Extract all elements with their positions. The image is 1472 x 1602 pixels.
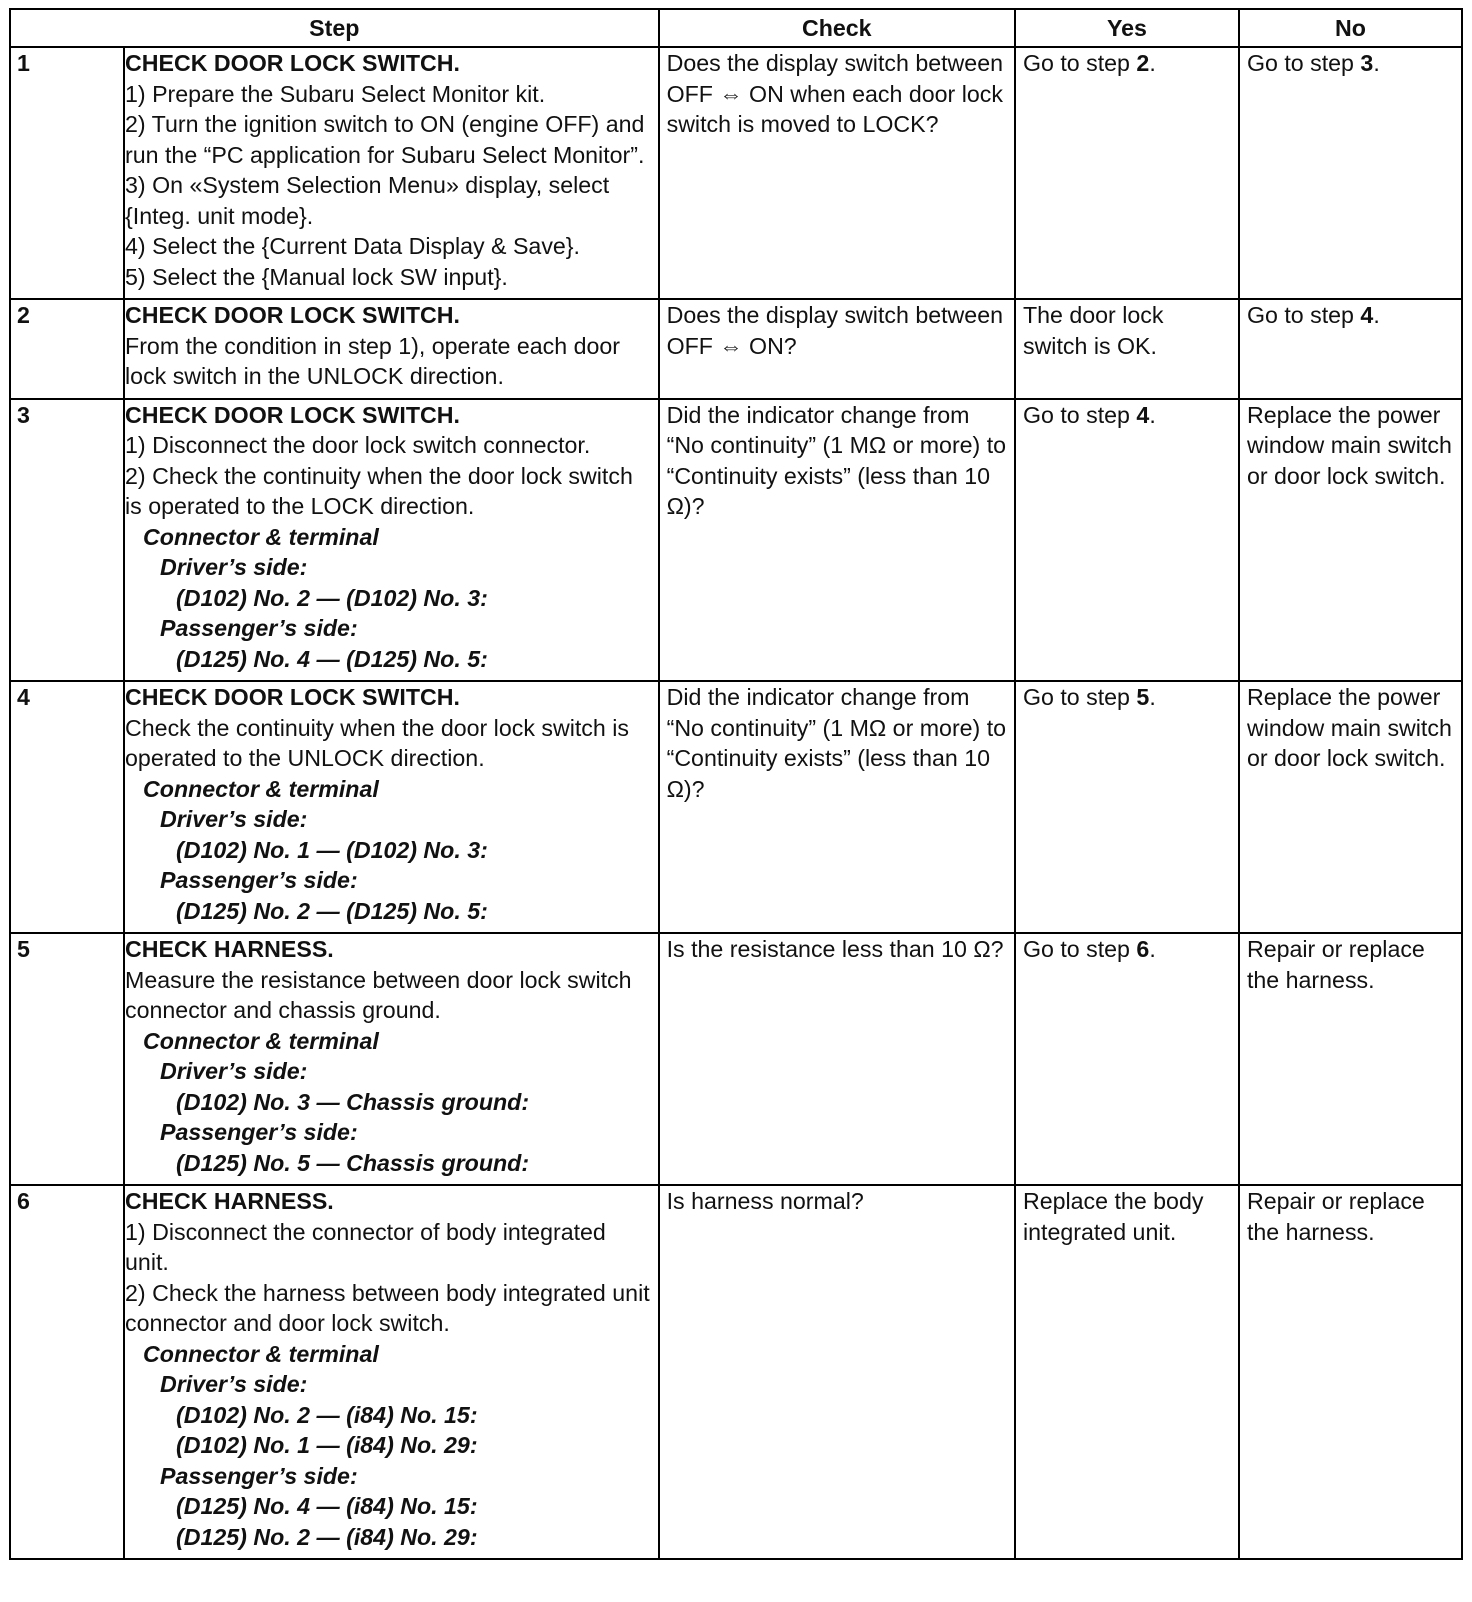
step-description bbox=[124, 1185, 659, 1559]
step-line: 2) Check the harness between body integrated unit connector and door lock switch. bbox=[125, 1279, 650, 1336]
yes-cell bbox=[1015, 681, 1239, 933]
yes-cell: The door lock switch is OK. bbox=[1015, 299, 1239, 399]
table-row bbox=[10, 681, 1462, 933]
check-cell: Did the indicator change from “No continuity” (1 MΩ or more) to “Continuity exists” (less than 10 Ω)? bbox=[659, 681, 1015, 933]
step-line: 1) Disconnect the connector of body integrated unit. bbox=[125, 1218, 606, 1275]
check-cell: Does the display switch between OFF ⇔ ON when each door lock switch is moved to LOCK? bbox=[659, 47, 1015, 299]
passenger-side-label: Passenger’s side: bbox=[160, 867, 358, 893]
no-suffix: . bbox=[1373, 50, 1380, 76]
header-step: Step bbox=[10, 9, 659, 47]
step-line: 2) Turn the ignition switch to ON (engine OFF) and run the “PC application for Subaru Select Monitor”. bbox=[125, 111, 645, 168]
yes-step-ref: 5 bbox=[1136, 684, 1150, 710]
driver-side-label: Driver’s side: bbox=[160, 1371, 308, 1397]
header-yes: Yes bbox=[1015, 9, 1239, 47]
no-cell: Replace the power window main switch or door lock switch. bbox=[1239, 399, 1462, 682]
connector-terminal-label: Connector & terminal bbox=[143, 1340, 379, 1367]
yes-suffix: . bbox=[1149, 684, 1156, 710]
step-line: From the condition in step 1), operate each door lock switch in the UNLOCK direction. bbox=[125, 332, 620, 389]
no-prefix: Go to step bbox=[1246, 50, 1361, 76]
yes-prefix: Go to step bbox=[1022, 936, 1137, 962]
step-line: 3) On «System Selection Menu» display, select {Integ. unit mode}. bbox=[125, 172, 610, 229]
connector-terminal-label: Connector & terminal bbox=[143, 523, 379, 550]
no-suffix: . bbox=[1373, 302, 1380, 328]
terminal-pair: (D102) No. 1 — (D102) No. 3: bbox=[176, 836, 488, 863]
no-cell bbox=[1239, 299, 1462, 399]
step-number: 4 bbox=[10, 681, 124, 933]
terminal-pair: (D125) No. 4 — (D125) No. 5: bbox=[176, 645, 488, 672]
step-description bbox=[124, 299, 659, 399]
yes-cell bbox=[1015, 47, 1239, 299]
step-line: Check the continuity when the door lock switch is operated to the UNLOCK direction. bbox=[125, 714, 629, 771]
connector-terminal-label: Connector & terminal bbox=[143, 1027, 379, 1054]
yes-prefix: Go to step bbox=[1022, 684, 1137, 710]
step-number: 6 bbox=[10, 1185, 124, 1559]
step-line: 5) Select the {Manual lock SW input}. bbox=[125, 263, 508, 290]
step-title: CHECK DOOR LOCK SWITCH. bbox=[125, 401, 460, 428]
step-line: 1) Prepare the Subaru Select Monitor kit. bbox=[125, 80, 546, 107]
step-description bbox=[124, 933, 659, 1185]
driver-side-label: Driver’s side: bbox=[160, 806, 308, 832]
passenger-side-label: Passenger’s side: bbox=[160, 615, 358, 641]
yes-prefix: Go to step bbox=[1022, 50, 1137, 76]
yes-prefix: Go to step bbox=[1022, 401, 1137, 428]
yes-cell: Replace the body integrated unit. bbox=[1015, 1185, 1239, 1559]
step-title: CHECK HARNESS. bbox=[125, 1188, 334, 1214]
step-line: 2) Check the continuity when the door lock switch is operated to the LOCK direction. bbox=[125, 462, 633, 519]
check-cell: Does the display switch between OFF ⇔ ON? bbox=[659, 299, 1015, 399]
connector-terminal-label: Connector & terminal bbox=[143, 775, 379, 802]
terminal-pair: (D125) No. 2 — (i84) No. 29: bbox=[176, 1523, 478, 1550]
table-row bbox=[10, 1185, 1462, 1559]
terminal-pair: (D102) No. 1 — (i84) No. 29: bbox=[176, 1432, 478, 1458]
no-cell bbox=[1239, 47, 1462, 299]
no-cell: Replace the power window main switch or door lock switch. bbox=[1239, 681, 1462, 933]
yes-cell bbox=[1015, 399, 1239, 682]
table-row bbox=[10, 47, 1462, 299]
yes-step-ref: 2 bbox=[1136, 50, 1150, 76]
step-number: 3 bbox=[10, 399, 124, 682]
yes-suffix: . bbox=[1149, 936, 1156, 962]
step-title: CHECK DOOR LOCK SWITCH. bbox=[125, 684, 460, 710]
table-row bbox=[10, 399, 1462, 682]
terminal-pair: (D125) No. 4 — (i84) No. 15: bbox=[176, 1493, 478, 1519]
terminal-pair: (D102) No. 2 — (i84) No. 15: bbox=[176, 1401, 478, 1428]
check-cell: Is harness normal? bbox=[659, 1185, 1015, 1559]
step-title: CHECK HARNESS. bbox=[125, 936, 334, 962]
header-no: No bbox=[1239, 9, 1462, 47]
terminal-pair: (D125) No. 2 — (D125) No. 5: bbox=[176, 897, 488, 924]
driver-side-label: Driver’s side: bbox=[160, 1058, 308, 1084]
check-cell: Did the indicator change from “No continuity” (1 MΩ or more) to “Continuity exists” (less than 10 Ω)? bbox=[659, 399, 1015, 682]
table-row bbox=[10, 933, 1462, 1185]
step-number: 5 bbox=[10, 933, 124, 1185]
driver-side-label: Driver’s side: bbox=[160, 554, 308, 580]
passenger-side-label: Passenger’s side: bbox=[160, 1462, 358, 1489]
step-title: CHECK DOOR LOCK SWITCH. bbox=[125, 302, 460, 328]
step-line: Measure the resistance between door lock switch connector and chassis ground. bbox=[125, 966, 632, 1023]
diagnostic-table-wrapper bbox=[9, 8, 1463, 1560]
yes-suffix: . bbox=[1149, 50, 1156, 76]
yes-step-ref: 6 bbox=[1136, 936, 1150, 962]
step-description bbox=[124, 681, 659, 933]
check-cell: Is the resistance less than 10 Ω? bbox=[659, 933, 1015, 1185]
step-line: 4) Select the {Current Data Display & Save}. bbox=[125, 233, 580, 259]
terminal-pair: (D102) No. 2 — (D102) No. 3: bbox=[176, 584, 488, 611]
table-row bbox=[10, 299, 1462, 399]
yes-cell bbox=[1015, 933, 1239, 1185]
terminal-pair: (D125) No. 5 — Chassis ground: bbox=[176, 1149, 530, 1176]
yes-suffix: . bbox=[1149, 401, 1156, 428]
step-number: 1 bbox=[10, 47, 124, 299]
no-step-ref: 4 bbox=[1360, 302, 1374, 328]
terminal-pair: (D102) No. 3 — Chassis ground: bbox=[176, 1088, 530, 1115]
step-line: 1) Disconnect the door lock switch connector. bbox=[125, 432, 591, 458]
yes-step-ref: 4 bbox=[1136, 401, 1150, 428]
step-description bbox=[124, 47, 659, 299]
passenger-side-label: Passenger’s side: bbox=[160, 1119, 358, 1145]
table-header-row bbox=[10, 9, 1462, 47]
diagnostic-table bbox=[9, 8, 1463, 1560]
step-number: 2 bbox=[10, 299, 124, 399]
step-title: CHECK DOOR LOCK SWITCH. bbox=[125, 50, 460, 76]
step-description bbox=[124, 399, 659, 682]
no-cell: Repair or replace the harness. bbox=[1239, 933, 1462, 1185]
no-prefix: Go to step bbox=[1246, 302, 1361, 328]
header-check: Check bbox=[659, 9, 1015, 47]
no-step-ref: 3 bbox=[1360, 50, 1374, 76]
no-cell: Repair or replace the harness. bbox=[1239, 1185, 1462, 1559]
